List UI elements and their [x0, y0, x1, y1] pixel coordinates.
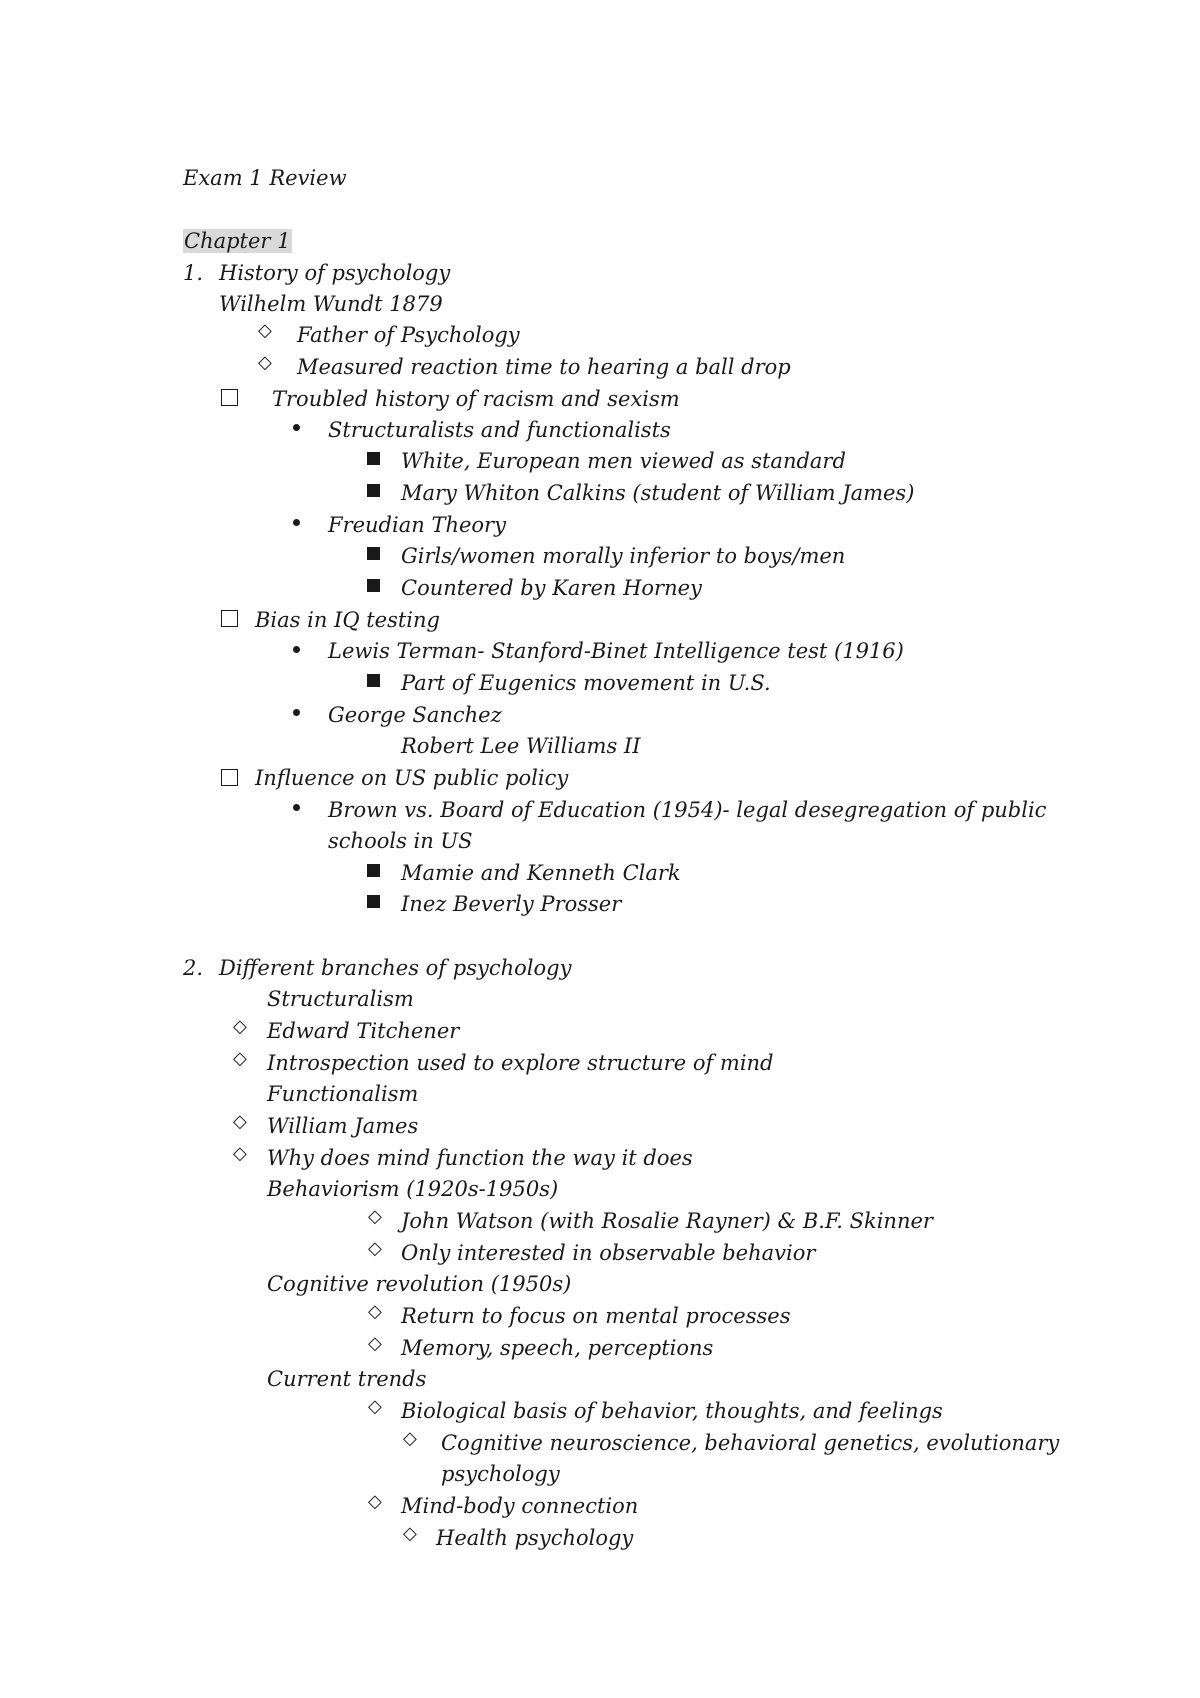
diamond-bullet-icon: ◇ — [368, 1238, 382, 1259]
square-bullet-icon — [367, 452, 380, 465]
square-bullet-icon — [367, 579, 380, 592]
diamond-bullet-icon: ◇ — [258, 320, 272, 341]
diamond-bullet-icon: ◇ — [233, 1016, 247, 1037]
list-item: Girls/women morally inferior to boys/men — [401, 544, 846, 568]
list-item: Lewis Terman- Stanford-Binet Intelligence test (1916) — [328, 639, 904, 663]
diamond-bullet-icon: ◇ — [368, 1301, 382, 1322]
list-item: Freudian Theory — [328, 513, 506, 537]
section-1-heading: History of psychology — [219, 261, 451, 285]
diamond-bullet-icon: ◇ — [233, 1143, 247, 1164]
diamond-bullet-icon: ◇ — [403, 1523, 417, 1544]
diamond-bullet-icon: ◇ — [233, 1048, 247, 1069]
list-item: Introspection used to explore structure of mind — [267, 1051, 774, 1075]
list-item: Robert Lee Williams II — [401, 734, 641, 758]
list-item: Structuralists and functionalists — [328, 418, 671, 442]
list-item: William James — [267, 1114, 419, 1138]
chapter-heading — [183, 228, 292, 254]
list-item: Edward Titchener — [267, 1019, 460, 1043]
list-item: White, European men viewed as standard — [401, 449, 846, 473]
branch-heading: Functionalism — [267, 1082, 419, 1106]
dot-bullet-icon — [293, 424, 300, 431]
square-bullet-icon — [367, 895, 380, 908]
dot-bullet-icon — [293, 646, 300, 653]
list-item: Mary Whiton Calkins (student of William James) — [401, 481, 915, 505]
list-item: Cognitive neuroscience, behavioral genetics, evolutionary — [441, 1431, 1060, 1455]
list-item: Mind-body connection — [401, 1494, 639, 1518]
list-item: Memory, speech, perceptions — [401, 1336, 714, 1360]
square-outline-bullet-icon — [221, 769, 238, 786]
branch-heading: Structuralism — [267, 987, 414, 1011]
chapter-label: Chapter 1 — [184, 229, 291, 253]
document-title: Exam 1 Review — [183, 166, 347, 190]
diamond-bullet-icon: ◇ — [233, 1111, 247, 1132]
list-item: Inez Beverly Prosser — [401, 892, 622, 916]
branch-heading: Behaviorism (1920s-1950s) — [267, 1177, 559, 1201]
list-item-continuation: psychology — [441, 1462, 560, 1486]
list-item: George Sanchez — [328, 703, 502, 727]
diamond-bullet-icon: ◇ — [368, 1206, 382, 1227]
branch-heading: Current trends — [267, 1367, 427, 1391]
section-1-number: 1. — [183, 261, 204, 285]
diamond-bullet-icon: ◇ — [368, 1333, 382, 1354]
list-item: John Watson (with Rosalie Rayner) & B.F. Skinner — [401, 1209, 933, 1233]
list-item: Troubled history of racism and sexism — [272, 387, 680, 411]
list-item: Health psychology — [436, 1526, 634, 1550]
list-item-continuation: schools in US — [328, 829, 473, 853]
dot-bullet-icon — [293, 804, 300, 811]
list-item: Return to focus on mental processes — [401, 1304, 791, 1328]
square-bullet-icon — [367, 864, 380, 877]
branch-heading: Cognitive revolution (1950s) — [267, 1272, 572, 1296]
list-item: Bias in IQ testing — [255, 608, 440, 632]
square-bullet-icon — [367, 484, 380, 497]
diamond-bullet-icon: ◇ — [403, 1428, 417, 1449]
square-bullet-icon — [367, 547, 380, 560]
dot-bullet-icon — [293, 709, 300, 716]
list-item: Influence on US public policy — [255, 766, 569, 790]
list-item: Father of Psychology — [297, 323, 520, 347]
wundt-line: Wilhelm Wundt 1879 — [219, 292, 443, 316]
section-2-heading: Different branches of psychology — [219, 956, 572, 980]
section-2-number: 2. — [183, 956, 204, 980]
list-item: Mamie and Kenneth Clark — [401, 861, 681, 885]
list-item: Only interested in observable behavior — [401, 1241, 816, 1265]
diamond-bullet-icon: ◇ — [368, 1491, 382, 1512]
dot-bullet-icon — [293, 519, 300, 526]
square-outline-bullet-icon — [221, 389, 238, 406]
list-item: Biological basis of behavior, thoughts, and feelings — [401, 1399, 943, 1423]
list-item: Part of Eugenics movement in U.S. — [401, 671, 771, 695]
diamond-bullet-icon: ◇ — [368, 1396, 382, 1417]
list-item: Why does mind function the way it does — [267, 1146, 693, 1170]
list-item: Countered by Karen Horney — [401, 576, 702, 600]
square-bullet-icon — [367, 674, 380, 687]
square-outline-bullet-icon — [221, 610, 238, 627]
list-item: Brown vs. Board of Education (1954)- legal desegregation of public — [328, 798, 1047, 822]
list-item: Measured reaction time to hearing a ball drop — [297, 355, 791, 379]
diamond-bullet-icon: ◇ — [258, 352, 272, 373]
